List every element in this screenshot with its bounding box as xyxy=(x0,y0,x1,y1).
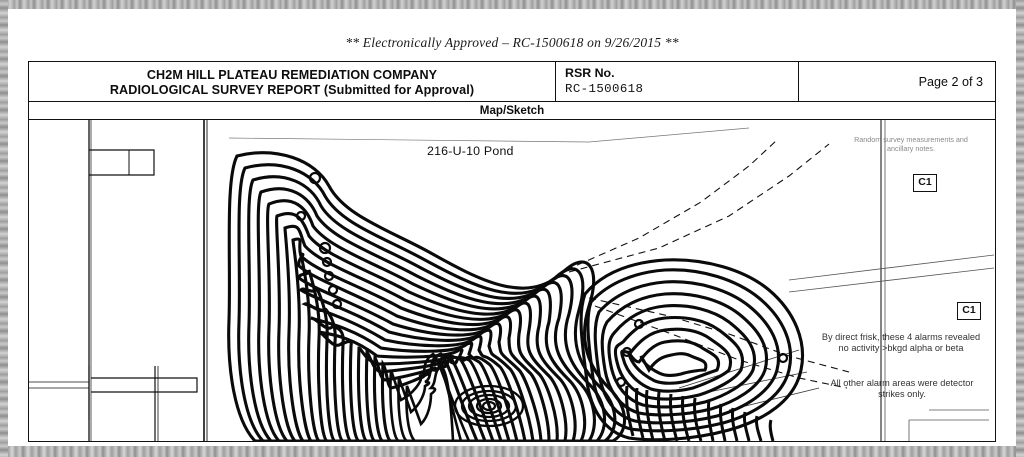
direct-frisk-note: By direct frisk, these 4 alarms revealed no activity >bkgd alpha or beta xyxy=(821,332,981,354)
form-header-row xyxy=(29,62,995,102)
callout-c1-top: C1 xyxy=(913,174,937,192)
section-title: Map/Sketch xyxy=(479,104,545,117)
callout-c1-right: C1 xyxy=(957,302,981,320)
paper-sheet xyxy=(6,7,1018,450)
report-title: RADIOLOGICAL SURVEY REPORT (Submitted for Approval) xyxy=(109,82,475,97)
rsr-value: RC-1500618 xyxy=(565,82,644,96)
rsr-number-cell xyxy=(556,62,799,101)
electronic-approval-stamp: ** Electronically Approved – RC-1500618 on 9/26/2015 ** xyxy=(345,35,679,50)
page-indicator: Page 2 of 3 xyxy=(918,74,983,89)
rsr-label: RSR No. xyxy=(565,66,615,80)
other-alarms-note: All other alarm areas were detector strikes only. xyxy=(830,378,974,400)
company-title-cell xyxy=(29,62,556,101)
page-indicator-cell xyxy=(799,62,995,101)
company-name: CH2M HILL PLATEAU REMEDIATION COMPANY xyxy=(146,67,438,82)
section-title-row xyxy=(29,102,995,120)
survey-report-form xyxy=(28,61,996,442)
site-label: 216-U-10 Pond xyxy=(427,144,514,158)
random-survey-note: Random survey measurements and ancillary notes. xyxy=(854,135,968,153)
map-sketch-area xyxy=(29,120,995,441)
